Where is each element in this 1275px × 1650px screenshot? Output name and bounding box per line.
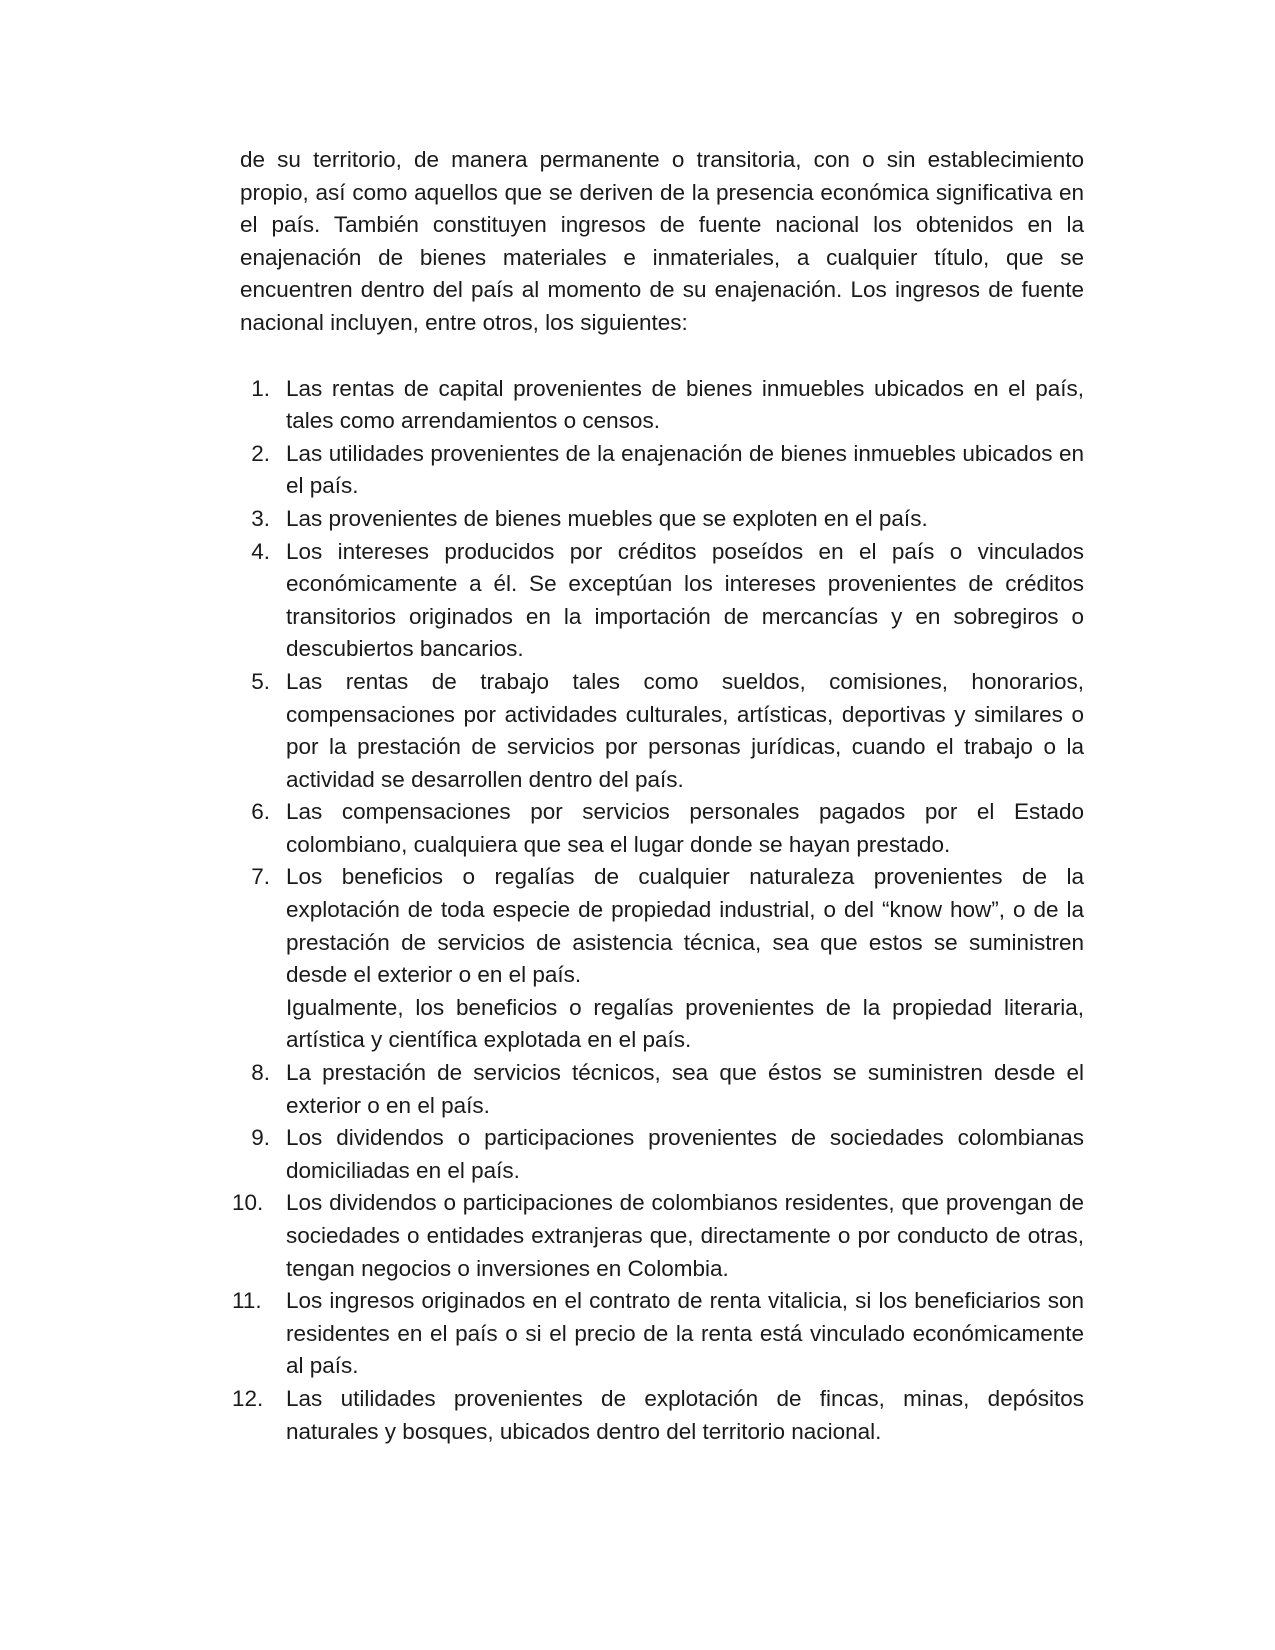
list-item xyxy=(240,666,1084,796)
document-body xyxy=(232,144,1084,1448)
list-item xyxy=(232,1383,1084,1448)
list-item-text: Las provenientes de bienes muebles que se exploten en el país. xyxy=(286,505,928,531)
list-item-number: 5. xyxy=(251,668,270,694)
list-item xyxy=(240,1122,1084,1187)
intro-paragraph: de su territorio, de manera permanente o transitoria, con o sin establecimiento propio, así como aquellos que se deriven de la presencia económica significativa en el país. También constituyen ingresos de fuente nacional los obtenidos en la enajenación de bienes materiales e inmateriales, a cualquier título, que se encuentren dentro del país al momento de su enajenación. Los ingresos de fuente nacional incluyen, entre otros, los siguientes: xyxy=(240,147,1084,335)
list-item-number: 9. xyxy=(251,1125,270,1151)
list-item xyxy=(240,861,1084,1057)
list-item xyxy=(240,536,1084,666)
list-item xyxy=(240,796,1084,861)
list-item-number: 7. xyxy=(251,864,270,890)
list-item xyxy=(240,438,1084,503)
list-item xyxy=(232,1187,1084,1285)
list-item-number: 3. xyxy=(251,505,270,531)
list-item-text: Las utilidades provenientes de explotación de fincas, minas, depósitos naturales y bosques, ubicados dentro del territorio nacional. xyxy=(286,1385,1084,1444)
list-item-text: La prestación de servicios técnicos, sea que éstos se suministren desde el exterior o en el país. xyxy=(286,1060,1084,1118)
list-item-number: 1. xyxy=(251,375,270,401)
list-item-text: Los intereses producidos por créditos poseídos en el país o vinculados económicamente a él. Se exceptúan los intereses provenientes de créditos transitorios originados en la importación de mercancías y en sobregiros o descubiertos bancarios. xyxy=(286,538,1084,662)
income-sources-list xyxy=(232,373,1084,1449)
list-item-number: 2. xyxy=(251,440,270,466)
list-item xyxy=(240,1057,1084,1122)
list-item xyxy=(232,1285,1084,1383)
list-item-text: Las compensaciones por servicios personales pagados por el Estado colombiano, cualquiera que sea el lugar donde se hayan prestado. xyxy=(286,799,1084,857)
list-item-continuation-text: Igualmente, los beneficios o regalías provenientes de la propiedad literaria, artística y científica explotada en el país. xyxy=(286,994,1084,1053)
list-item-text: Los ingresos originados en el contrato de renta vitalicia, si los beneficiarios son residentes en el país o si el precio de la renta está vinculado económicamente al país. xyxy=(286,1288,1084,1379)
list-item-text: Las rentas de trabajo tales como sueldos, comisiones, honorarios, compensaciones por actividades culturales, artísticas, deportivas y similares o por la prestación de servicios por personas jurídicas, cuando el trabajo o la actividad se desarrollen dentro del país. xyxy=(286,668,1084,792)
list-item-text: Las utilidades provenientes de la enajenación de bienes inmuebles ubicados en el país. xyxy=(286,440,1084,499)
list-item-text: Las rentas de capital provenientes de bienes inmuebles ubicados en el país, tales como arrendamientos o censos. xyxy=(286,375,1084,434)
list-item-number: 11. xyxy=(232,1288,262,1314)
list-item-number: 10. xyxy=(232,1190,264,1216)
list-item-text: Los dividendos o participaciones provenientes de sociedades colombianas domiciliadas en el país. xyxy=(286,1125,1084,1183)
list-item-text: Los dividendos o participaciones de colombianos residentes, que provengan de sociedades o entidades extranjeras que, directamente o por conducto de otras, tengan negocios o inversiones en Colombia. xyxy=(286,1190,1084,1281)
list-item xyxy=(240,373,1084,438)
list-item-number: 6. xyxy=(251,799,270,825)
list-item-number: 4. xyxy=(251,538,270,564)
list-item-number: 8. xyxy=(251,1060,270,1086)
list-item xyxy=(240,503,1084,536)
list-item-text: Los beneficios o regalías de cualquier naturaleza provenientes de la explotación de toda especie de propiedad industrial, o del “know how”, o de la prestación de servicios de asistencia técnica, sea que estos se suministren desde el exterior o en el país. xyxy=(286,864,1084,988)
list-item-number: 12. xyxy=(232,1385,264,1411)
